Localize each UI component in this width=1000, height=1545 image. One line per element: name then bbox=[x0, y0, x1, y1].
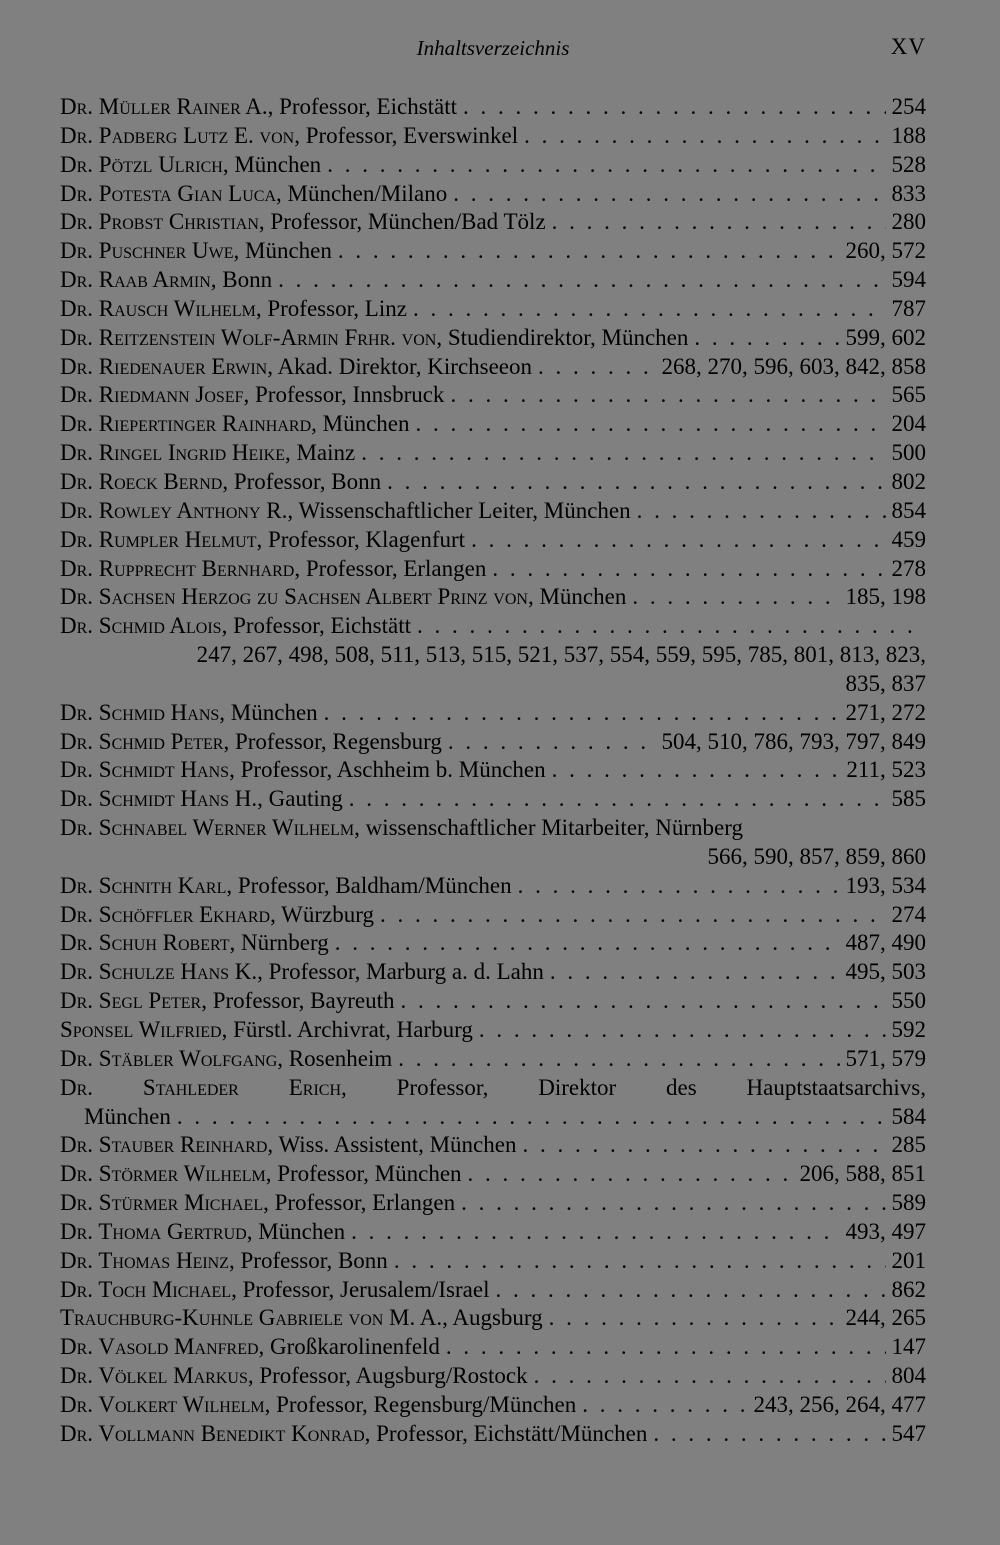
entry-line bbox=[60, 151, 926, 180]
entry-name: Dr. Schöffler Ekhard bbox=[60, 901, 271, 927]
entry-name: Dr. Völkel Markus bbox=[60, 1363, 248, 1389]
index-entry bbox=[60, 929, 926, 958]
entry-description: , München bbox=[311, 411, 410, 437]
entry-pages: 802 bbox=[891, 468, 926, 494]
page-number: XV bbox=[890, 34, 926, 59]
index-entry bbox=[60, 1160, 926, 1189]
entry-pages: 547 bbox=[891, 1420, 926, 1446]
entry-name: Dr. Schuh Robert bbox=[60, 930, 230, 956]
entry-line bbox=[60, 237, 926, 266]
entry-description: , Professor, Bayreuth bbox=[201, 988, 395, 1014]
entry-pages: 854 bbox=[891, 497, 926, 523]
entry-name: Dr. Thoma Gertrud bbox=[60, 1218, 247, 1244]
entry-description: , Professor, Marburg a. d. Lahn bbox=[257, 959, 544, 985]
entry-line bbox=[60, 555, 926, 584]
entry-pages: 211, 523 bbox=[846, 757, 926, 783]
entry-line bbox=[60, 1160, 926, 1189]
entry-name: Dr. Roeck Bernd bbox=[60, 468, 223, 494]
entry-name: Dr. Vollmann Benedikt Konrad bbox=[60, 1420, 365, 1446]
entry-description: , München bbox=[219, 699, 318, 725]
entry-description: , München bbox=[246, 1218, 346, 1244]
entry-pages-continuation: 835, 837 bbox=[845, 670, 926, 696]
index-entry bbox=[60, 814, 926, 872]
entry-line bbox=[60, 1189, 926, 1218]
entry-name: Dr. Sachsen Herzog zu Sachsen Albert Prinz von bbox=[60, 584, 528, 610]
index-entry bbox=[60, 612, 926, 699]
entry-description: , Rosenheim bbox=[277, 1045, 393, 1071]
index-entry bbox=[60, 151, 926, 180]
entry-description: , Professor, Erlangen bbox=[263, 1190, 456, 1216]
page-header bbox=[60, 34, 926, 62]
entry-line bbox=[60, 872, 926, 901]
entry-description: , Professor, München/Bad Tölz bbox=[258, 209, 546, 235]
entry-name: Dr. Padberg Lutz E. von bbox=[60, 122, 295, 148]
entry-pages: 274 bbox=[891, 901, 926, 927]
dot-leader bbox=[324, 699, 840, 728]
entry-name: Dr. Schmid Hans bbox=[60, 699, 220, 725]
entry-description: , München/Milano bbox=[276, 180, 448, 206]
index-entry bbox=[60, 1218, 926, 1247]
dot-leader bbox=[524, 122, 885, 151]
entry-name: Dr. Puschner Uwe bbox=[60, 238, 234, 264]
entry-name: Dr. Stäbler Wolfgang bbox=[60, 1045, 278, 1071]
entry-pages: 862 bbox=[891, 1276, 926, 1302]
index-entry bbox=[60, 987, 926, 1016]
entry-line bbox=[60, 929, 926, 958]
entry-wrap-line bbox=[60, 1103, 926, 1132]
entry-line bbox=[60, 958, 926, 987]
entry-name: Trauchburg-Kuhnle Gabriele von M. A. bbox=[60, 1305, 443, 1331]
index-entry bbox=[60, 122, 926, 151]
entry-pages: 285 bbox=[891, 1132, 926, 1158]
index-entry bbox=[60, 958, 926, 987]
dot-leader bbox=[394, 1247, 886, 1276]
entry-line bbox=[60, 93, 926, 122]
entry-pages: 147 bbox=[891, 1334, 926, 1360]
index-entry bbox=[60, 1391, 926, 1420]
entry-name: Dr. Schmidt Hans bbox=[60, 757, 230, 783]
dot-leader bbox=[538, 353, 655, 382]
entry-line bbox=[60, 1074, 926, 1103]
entry-line bbox=[60, 987, 926, 1016]
entry-description: , Augsburg bbox=[442, 1305, 543, 1331]
index-entry bbox=[60, 410, 926, 439]
entry-pages-continuation: 247, 267, 498, 508, 511, 513, 515, 521, 537, 554, 559, 595, 785, 801, 813, 823, bbox=[196, 642, 926, 668]
index-entry bbox=[60, 324, 926, 353]
entry-description: , Professor, Regensburg/München bbox=[264, 1391, 577, 1417]
dot-leader bbox=[632, 583, 839, 612]
entry-name: Dr. Riepertinger Rainhard bbox=[60, 411, 312, 437]
entry-description: , wissenschaftlicher Mitarbeiter, Nürnberg bbox=[354, 815, 743, 841]
entry-pages: 589 bbox=[891, 1190, 926, 1216]
entry-name: Dr. Rowley Anthony R. bbox=[60, 497, 288, 523]
index-entry bbox=[60, 93, 926, 122]
entry-description: , Professor, Eichstätt/München bbox=[364, 1420, 648, 1446]
entry-description: , München bbox=[222, 151, 322, 177]
entry-line bbox=[60, 728, 926, 757]
index-entry bbox=[60, 1247, 926, 1276]
index-entry bbox=[60, 1362, 926, 1391]
entry-pages: 244, 265 bbox=[845, 1305, 926, 1331]
index-entry bbox=[60, 1420, 926, 1449]
entry-description: , Professor, Augsburg/Rostock bbox=[247, 1363, 528, 1389]
entry-line bbox=[60, 381, 926, 410]
entry-wrap-text: München bbox=[84, 1103, 171, 1129]
entry-name: Dr. Schnabel Werner Wilhelm bbox=[60, 815, 355, 841]
index-entry bbox=[60, 237, 926, 266]
dot-leader bbox=[637, 497, 886, 526]
entry-line bbox=[60, 497, 926, 526]
entry-description: , Professor, Regensburg bbox=[223, 728, 442, 754]
index-list bbox=[60, 93, 926, 1449]
entry-description: , Professor, Linz bbox=[255, 295, 407, 321]
dot-leader bbox=[413, 295, 886, 324]
entry-line bbox=[60, 583, 926, 612]
dot-leader bbox=[518, 872, 840, 901]
dot-leader bbox=[380, 901, 886, 930]
index-entry bbox=[60, 1304, 926, 1333]
entry-description: , Professor, Klagenfurt bbox=[256, 526, 466, 552]
index-entry bbox=[60, 555, 926, 584]
entry-line bbox=[60, 1362, 926, 1391]
entry-description: , Professor, Eichstätt bbox=[267, 94, 458, 119]
entry-name: Dr. Raab Armin bbox=[60, 267, 211, 293]
entry-description: , Professor, Bonn bbox=[222, 468, 382, 494]
entry-line bbox=[60, 1131, 926, 1160]
dot-leader bbox=[448, 728, 656, 757]
entry-line bbox=[60, 785, 926, 814]
dot-leader bbox=[387, 468, 885, 497]
dot-leader bbox=[479, 1016, 886, 1045]
entry-description: , München bbox=[527, 584, 627, 610]
dot-leader bbox=[463, 93, 885, 122]
index-entry bbox=[60, 872, 926, 901]
entry-description: , Professor, Erlangen bbox=[294, 555, 487, 581]
entry-pages: 599, 602 bbox=[845, 324, 926, 350]
dot-leader bbox=[338, 237, 840, 266]
dot-leader bbox=[471, 526, 885, 555]
dot-leader bbox=[552, 756, 841, 785]
dot-leader bbox=[534, 1362, 886, 1391]
entry-description: , Wissenschaftlicher Leiter, München bbox=[287, 497, 631, 523]
entry-description: , Professor, Aschheim b. München bbox=[229, 757, 546, 783]
dot-leader bbox=[582, 1391, 747, 1420]
entry-pages: 193, 534 bbox=[845, 872, 926, 898]
entry-name: Dr. Störmer Wilhelm bbox=[60, 1161, 266, 1187]
entry-pages: 260, 572 bbox=[845, 238, 926, 264]
entry-pages: 565 bbox=[891, 382, 926, 408]
entry-line bbox=[60, 1016, 926, 1045]
running-title: Inhaltsverzeichnis bbox=[416, 36, 570, 60]
index-entry bbox=[60, 1189, 926, 1218]
entry-line bbox=[60, 814, 926, 843]
entry-description: , Studiendirektor, München bbox=[436, 324, 689, 350]
entry-name: Dr. Schmid Alois bbox=[60, 613, 222, 639]
entry-line bbox=[60, 410, 926, 439]
dot-leader bbox=[351, 1218, 839, 1247]
entry-line bbox=[60, 439, 926, 468]
index-entry bbox=[60, 1045, 926, 1074]
entry-name: Dr. Reitzenstein Wolf-Armin Frhr. von bbox=[60, 324, 437, 350]
entry-name: Dr. Riedenauer Erwin bbox=[60, 353, 268, 379]
entry-description: , Professor, Baldham/München bbox=[226, 872, 512, 898]
entry-name: Dr. Segl Peter bbox=[60, 988, 202, 1014]
entry-description: , Wiss. Assistent, München bbox=[267, 1132, 517, 1158]
entry-description: , Mainz bbox=[284, 440, 356, 466]
entry-description: , Professor, Jerusalem/Israel bbox=[231, 1276, 490, 1302]
entry-description: , Würzburg bbox=[270, 901, 374, 927]
entry-name: Dr. Ringel Ingrid Heike bbox=[60, 440, 285, 466]
entry-line bbox=[60, 1333, 926, 1362]
entry-name: Dr. Riedmann Josef bbox=[60, 382, 244, 408]
entry-line bbox=[60, 1247, 926, 1276]
entry-line bbox=[60, 756, 926, 785]
entry-name: Dr. Schulze Hans K. bbox=[60, 959, 258, 985]
dot-leader bbox=[446, 1333, 886, 1362]
entry-description: , Großkarolinenfeld bbox=[258, 1334, 440, 1360]
dot-leader bbox=[522, 1131, 885, 1160]
entry-line bbox=[60, 295, 926, 324]
dot-leader bbox=[453, 180, 885, 209]
entry-pages: 584 bbox=[891, 1103, 926, 1129]
entry-line bbox=[60, 901, 926, 930]
entry-description: , München bbox=[233, 238, 332, 264]
index-entry bbox=[60, 1131, 926, 1160]
entry-line bbox=[60, 266, 926, 295]
entry-pages: 550 bbox=[891, 988, 926, 1014]
entry-pages: 804 bbox=[891, 1363, 926, 1389]
entry-name: Dr. Schmidt Hans H. bbox=[60, 786, 258, 812]
entry-description: , Professor, München bbox=[265, 1161, 462, 1187]
dot-leader bbox=[450, 381, 885, 410]
index-entry bbox=[60, 439, 926, 468]
entry-pages: 493, 497 bbox=[845, 1218, 926, 1244]
entry-name: Dr. Rumpler Helmut bbox=[60, 526, 257, 552]
entry-pages: 459 bbox=[891, 526, 926, 552]
entry-line bbox=[60, 612, 926, 641]
dot-leader bbox=[492, 555, 885, 584]
entry-line bbox=[60, 699, 926, 728]
entry-description: , Akad. Direktor, Kirchseeon bbox=[267, 353, 533, 379]
index-entry bbox=[60, 295, 926, 324]
entry-pages: 201 bbox=[891, 1247, 926, 1273]
entry-pages: 495, 503 bbox=[845, 959, 926, 985]
entry-line bbox=[60, 1391, 926, 1420]
entry-pages: 278 bbox=[891, 555, 926, 581]
entry-name: Dr. Potesta Gian Luca bbox=[60, 180, 276, 206]
entry-pages: 188 bbox=[891, 122, 926, 148]
dot-leader bbox=[400, 987, 885, 1016]
entry-line bbox=[60, 1218, 926, 1247]
entry-line bbox=[60, 180, 926, 209]
entry-line bbox=[60, 122, 926, 151]
entry-pages-continuation: 566, 590, 857, 859, 860 bbox=[707, 843, 926, 869]
index-entry bbox=[60, 1276, 926, 1305]
index-entry bbox=[60, 1333, 926, 1362]
entry-pages: 833 bbox=[891, 180, 926, 206]
index-entry bbox=[60, 468, 926, 497]
index-entry bbox=[60, 1074, 926, 1132]
dot-leader bbox=[468, 1160, 794, 1189]
index-entry bbox=[60, 381, 926, 410]
index-entry bbox=[60, 583, 926, 612]
entry-pages: 280 bbox=[891, 209, 926, 235]
entry-pages: 185, 198 bbox=[845, 584, 926, 610]
index-entry bbox=[60, 728, 926, 757]
entry-name: Dr. Thomas Heinz bbox=[60, 1247, 229, 1273]
entry-description: , Fürstl. Archivrat, Harburg bbox=[221, 1017, 473, 1042]
entry-line bbox=[60, 208, 926, 237]
entry-name: Dr. Müller Rainer A. bbox=[60, 94, 268, 119]
dot-leader bbox=[349, 785, 886, 814]
entry-pages: 787 bbox=[891, 295, 926, 321]
index-entry bbox=[60, 208, 926, 237]
entry-name: Dr. Pötzl Ulrich bbox=[60, 151, 223, 177]
entry-name: Dr. Rausch Wilhelm bbox=[60, 295, 256, 321]
dot-leader bbox=[177, 1103, 886, 1132]
entry-name: Dr. Stahleder Erich bbox=[60, 1074, 341, 1100]
index-entry bbox=[60, 180, 926, 209]
entry-pages: 243, 256, 264, 477 bbox=[753, 1391, 926, 1417]
entry-pages: 594 bbox=[891, 267, 926, 293]
entry-pages: 487, 490 bbox=[845, 930, 926, 956]
dot-leader bbox=[327, 151, 885, 180]
dot-leader bbox=[653, 1420, 885, 1449]
index-entry bbox=[60, 699, 926, 728]
dot-leader bbox=[416, 410, 886, 439]
dot-leader bbox=[335, 929, 840, 958]
entry-pages: 271, 272 bbox=[845, 699, 926, 725]
entry-pages: 528 bbox=[891, 151, 926, 177]
index-entry bbox=[60, 756, 926, 785]
entry-line bbox=[60, 324, 926, 353]
entry-description: , Gauting bbox=[257, 786, 343, 812]
dot-leader bbox=[495, 1276, 885, 1305]
entry-pages: 206, 588, 851 bbox=[799, 1161, 926, 1187]
dot-leader bbox=[549, 1304, 840, 1333]
entry-pages: 268, 270, 596, 603, 842, 858 bbox=[661, 353, 926, 379]
entry-line bbox=[60, 353, 926, 382]
index-entry bbox=[60, 785, 926, 814]
entry-line bbox=[60, 1304, 926, 1333]
entry-pages: 504, 510, 786, 793, 797, 849 bbox=[661, 728, 926, 754]
entry-description: , Nürnberg bbox=[229, 930, 329, 956]
entry-name: Dr. Toch Michael bbox=[60, 1276, 232, 1302]
entry-name: Dr. Rupprecht Bernhard bbox=[60, 555, 295, 581]
index-entry bbox=[60, 526, 926, 555]
entry-description: , Professor, Direktor des Hauptstaatsarchivs, bbox=[341, 1074, 926, 1100]
entry-name: Dr. Probst Christian bbox=[60, 209, 259, 235]
entry-description: , Professor, Innsbruck bbox=[243, 382, 445, 408]
dot-leader bbox=[361, 439, 885, 468]
entry-name: Dr. Schnith Karl bbox=[60, 872, 227, 898]
index-entry bbox=[60, 901, 926, 930]
dot-leader bbox=[550, 958, 840, 987]
entry-description: , Professor, Eichstätt bbox=[221, 613, 411, 639]
entry-pages: 500 bbox=[891, 440, 926, 466]
dot-leader bbox=[398, 1045, 839, 1074]
entry-name: Dr. Schmid Peter bbox=[60, 728, 224, 754]
entry-pages: 585 bbox=[891, 786, 926, 812]
entry-description: , Professor, Bonn bbox=[229, 1247, 388, 1273]
dot-leader bbox=[417, 612, 920, 641]
entry-name: Sponsel Wilfried bbox=[60, 1017, 222, 1042]
entry-name: Dr. Volkert Wilhelm bbox=[60, 1391, 265, 1417]
entry-description: , Professor, Everswinkel bbox=[294, 122, 519, 148]
dot-leader bbox=[461, 1189, 885, 1218]
entry-name: Dr. Stauber Reinhard bbox=[60, 1132, 268, 1158]
entry-line bbox=[60, 1276, 926, 1305]
entry-pages: 571, 579 bbox=[845, 1045, 926, 1071]
entry-pages: 254 bbox=[891, 94, 926, 119]
entry-name: Dr. Stürmer Michael bbox=[60, 1190, 264, 1216]
index-entry bbox=[60, 497, 926, 526]
entry-pages: 592 bbox=[891, 1017, 926, 1042]
entry-description: , Bonn bbox=[210, 267, 273, 293]
entry-name: Dr. Vasold Manfred bbox=[60, 1334, 259, 1360]
entry-line bbox=[60, 526, 926, 555]
entry-line bbox=[60, 468, 926, 497]
dot-leader bbox=[694, 324, 839, 353]
index-entry bbox=[60, 1016, 926, 1045]
entry-line bbox=[60, 1045, 926, 1074]
entry-pages: 204 bbox=[891, 411, 926, 437]
entry-line bbox=[60, 1420, 926, 1449]
index-entry bbox=[60, 266, 926, 295]
dot-leader bbox=[552, 208, 886, 237]
dot-leader bbox=[278, 266, 885, 295]
index-entry bbox=[60, 353, 926, 382]
